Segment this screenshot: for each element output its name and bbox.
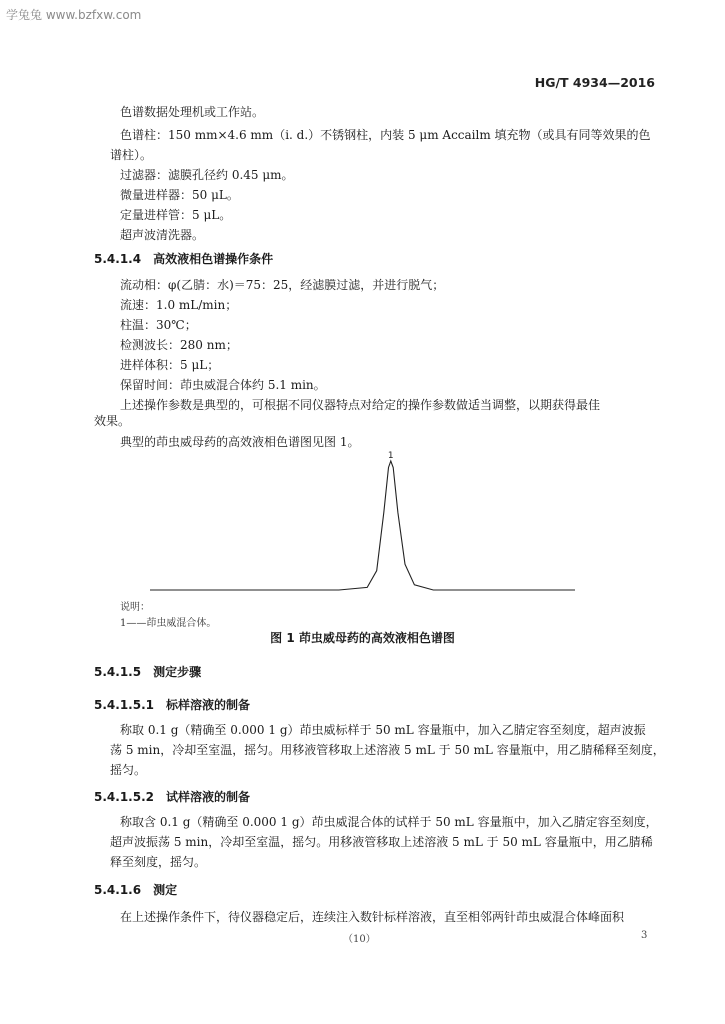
condition-line: 柱温：30℃； <box>120 318 197 332</box>
paragraph-line: 称取含 0.1 g（精确至 0.000 1 g）茚虫威混合体的试样于 50 mL 容量瓶中，加入乙腈定容至刻度， <box>120 815 658 829</box>
paragraph-line: 超声波振荡 5 min，冷却至室温，摇匀。用移液管移取上述溶液 5 mL 于 50 mL 容量瓶中，用乙腈稀 <box>110 835 653 849</box>
section-title: 试样溶液的制备 <box>165 790 250 804</box>
paragraph-line: 称取 0.1 g（精确至 0.000 1 g）茚虫威标样于 50 mL 容量瓶中，加入乙腈定容至刻度，超声波振 <box>120 723 646 737</box>
standard-number: HG/T 4934—2016 <box>534 75 655 90</box>
paragraph-line: 摇匀。 <box>110 763 147 777</box>
section-heading-5-4-1-4 <box>94 250 273 267</box>
legend-item: 1——茚虫威混合体。 <box>120 618 217 629</box>
section-title: 标样溶液的制备 <box>165 698 250 712</box>
section-title: 测定 <box>153 883 178 897</box>
peak-label: 1 <box>387 451 394 461</box>
chromatogram-chart <box>120 445 580 605</box>
section-number: 5.4.1.6 <box>94 883 142 897</box>
equipment-line: 微量进样器：50 μL。 <box>120 188 239 202</box>
section-number: 5.4.1.4 <box>94 252 142 266</box>
paragraph-line: 荡 5 min，冷却至室温，摇匀。用移液管移取上述溶液 5 mL 于 50 mL 容量瓶中，用乙腈稀释至刻度， <box>110 743 665 757</box>
section-heading-5-4-1-5-1 <box>94 696 250 713</box>
equipment-line: 超声波清洗器。 <box>120 228 205 242</box>
section-number: 5.4.1.5.1 <box>94 698 154 712</box>
equipment-line: 色谱数据处理机或工作站。 <box>120 105 265 119</box>
legend-title: 说明： <box>120 602 150 613</box>
note-line: 典型的茚虫威母药的高效液相色谱图见图 1。 <box>120 435 360 449</box>
section-heading-5-4-1-5-2 <box>94 788 250 805</box>
equipment-line: 过滤器：滤膜孔径约 0.45 μm。 <box>120 168 294 182</box>
page-number: 3 <box>641 930 648 941</box>
equipment-line: 定量进样管：5 μL。 <box>120 208 232 222</box>
equipment-line: 谱柱）。 <box>110 148 153 162</box>
section-number: 5.4.1.5 <box>94 665 142 679</box>
condition-line: 流速：1.0 mL/min； <box>120 298 238 312</box>
section-title: 测定步骤 <box>153 665 202 679</box>
section-title: 高效液相色谱操作条件 <box>153 252 274 266</box>
condition-line: 检测波长：280 nm； <box>120 338 238 352</box>
chromatogram-trace <box>150 461 575 590</box>
footer-center: （10） <box>343 934 376 945</box>
note-line: 效果。 <box>94 414 131 428</box>
condition-line: 流动相：φ(乙腈：水)＝75：25，经滤膜过滤，并进行脱气； <box>120 278 445 292</box>
note-line: 上述操作参数是典型的，可根据不同仪器特点对给定的操作参数做适当调整，以期获得最佳 <box>120 398 601 412</box>
figure-caption: 图 1 茚虫威母药的高效液相色谱图 <box>270 631 455 645</box>
section-heading-5-4-1-6 <box>94 881 177 898</box>
watermark: 学兔兔 www.bzfxw.com <box>6 8 142 22</box>
condition-line: 进样体积：5 μL； <box>120 358 220 372</box>
paragraph-line: 释至刻度，摇匀。 <box>110 855 207 869</box>
equipment-line: 色谱柱：150 mm×4.6 mm（i. d.）不锈钢柱，内装 5 μm Accailm 填充物（或具有同等效果的色 <box>120 128 651 142</box>
section-heading-5-4-1-5 <box>94 663 201 680</box>
section-number: 5.4.1.5.2 <box>94 790 154 804</box>
paragraph-line: 在上述操作条件下，待仪器稳定后，连续注入数针标样溶液，直至相邻两针茚虫威混合体峰面积 <box>120 910 625 924</box>
condition-line: 保留时间：茚虫威混合体约 5.1 min。 <box>120 378 326 392</box>
